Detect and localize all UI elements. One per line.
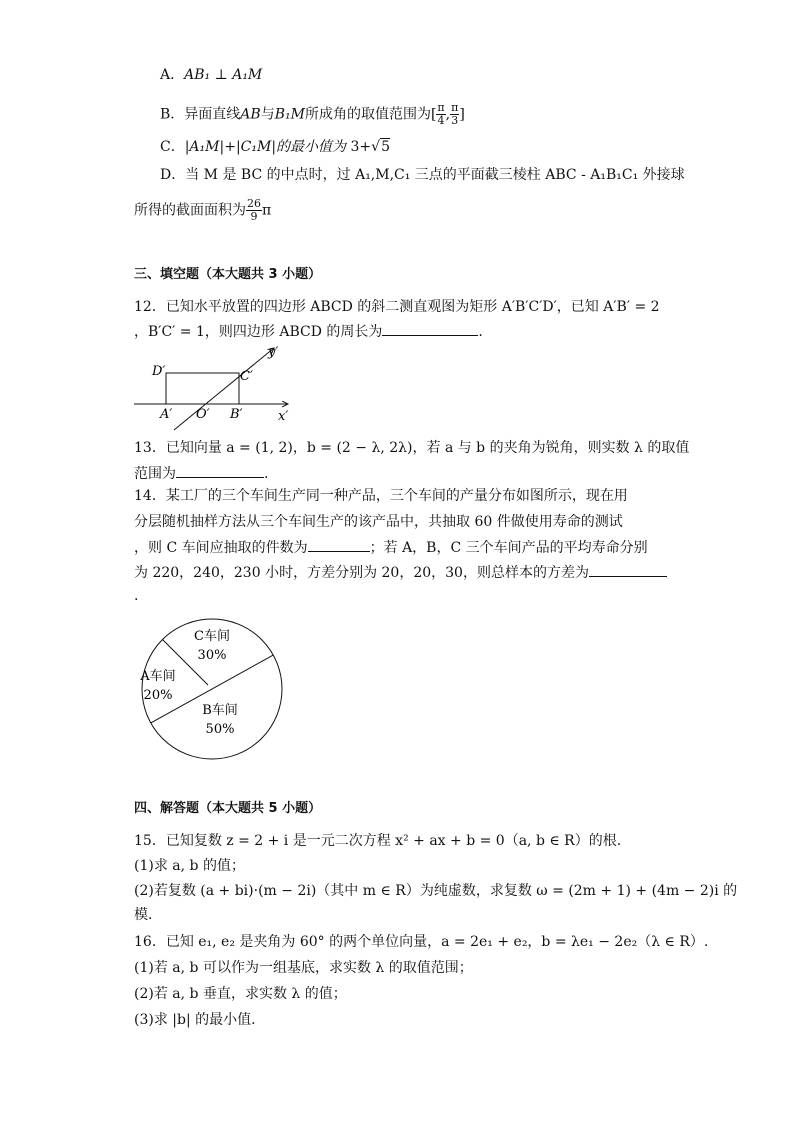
section-title: 四、解答题（本大题共 5 小题） [134,801,322,816]
option-label: A． [160,67,185,83]
frac-num: π [437,101,445,114]
q11-option-d [160,166,685,184]
bracket: [ [430,106,437,123]
label-y: y′ [268,345,279,360]
math-ab: AB [240,106,261,123]
answer-blank[interactable] [308,539,370,552]
q15-line1: 15．已知复数 z = 2 + i 是一元二次方程 x² + ax + b = 0（a, b ∈ R）的根. [134,833,622,849]
pie-value-label: 20% [143,688,173,703]
frac-num: π [451,101,459,114]
period: . [478,324,483,340]
pie-value-label: 50% [205,722,235,737]
q13-line2 [134,465,268,483]
q14-line2: 分层随机抽样方法从三个车间生产的该产品中，共抽取 60 件做使用寿命的测试 [134,514,623,530]
q14-pie-chart [134,610,294,770]
frac-num: 26 [247,197,261,210]
option-text: 与 [260,106,275,123]
q16-line4: (3)求 |b| 的最小值. [134,1012,256,1028]
frac-den: 9 [250,210,258,223]
q11-option-b [160,102,465,127]
q13-line1: 13．已知向量 a = (1, 2)，b = (2 − λ, 2λ)，若 a 与 b 的夹角为锐角，则实数 λ 的取值 [134,440,690,456]
q16-line1: 16．已知 e₁, e₂ 是夹角为 60° 的两个单位向量，a = 2e₁ + e₂，b = λe₁ − 2e₂（λ ∈ R）. [134,934,709,950]
option-label: C． [160,139,185,155]
option-text: 所得的截面面积为 [134,202,246,219]
pie-value-label: 30% [197,648,227,663]
pie-category-label: B车间 [202,703,238,718]
option-label: D． [160,167,186,183]
q14-text: 为 220，240，230 小时，方差分别为 20，20，30，则总样本的方差为 [134,565,589,581]
option-text: 所成角的取值范围为 [304,106,431,123]
q12-line2 [134,323,483,341]
option-label: B． [160,106,185,123]
frac-den: 3 [451,114,459,127]
option-text: AB₁ ⊥ A₁M [184,67,263,83]
q14-line3 [134,539,648,557]
q11-option-c: C．|A₁M|+|C₁M|的最小值为 3+√5 [160,139,390,155]
q14-line4 [134,564,667,582]
frac-den: 4 [437,114,445,127]
label-b: B′ [230,407,243,422]
fraction [436,102,445,127]
q15-line4: 模. [134,907,153,923]
option-text: |A₁M|+|C₁M|的最小值为 [184,139,347,155]
q15-line2: (1)求 a, b 的值； [134,858,245,874]
pie-category-label: C车间 [194,629,230,644]
q14-text: ，则 C 车间应抽取的件数为 [134,540,308,556]
bracket: ] [459,106,465,123]
label-x: x′ [278,409,289,424]
label-a: A′ [160,407,173,422]
option-text: 异面直线 [184,106,241,123]
q12-line1: 12．已知水平放置的四边形 ABCD 的斜二测直观图为矩形 A′B′C′D′，已知 A′B′ = 2 [134,299,660,315]
label-d: D′ [152,364,166,379]
q14-text: ；若 A，B，C 三个车间产品的平均寿命分别 [369,540,648,556]
q11-option-d-cont [134,198,271,223]
q16-line3: (2)若 a, b 垂直，求实数 λ 的值； [134,986,347,1002]
q13-text: 范围为 [134,466,176,482]
pie-category-label: A车间 [140,669,176,684]
option-text: 当 M 是 BC 的中点时，过 A₁,M,C₁ 三点的平面截三棱柱 ABC - A₁B₁C₁ 外接球 [185,167,685,183]
y-axis [174,348,274,430]
comma: , [445,106,451,123]
period: . [264,466,269,482]
section-title: 三、填空题（本大题共 3 小题） [134,267,322,282]
q16-line2: (1)若 a, b 可以作为一组基底，求实数 λ 的取值范围； [134,960,473,976]
fraction [450,102,459,127]
option-text: 3+ [350,139,372,155]
q11-option-a [160,66,262,84]
math-b1m: B₁M [274,106,305,123]
sqrt-value: 5 [381,139,390,155]
answer-blank[interactable] [382,323,478,336]
pi-symbol: π [262,202,272,219]
answer-blank[interactable] [176,465,264,478]
label-o: O′ [196,407,210,422]
label-c: C′ [240,369,253,384]
rectangle [166,373,239,404]
fraction [246,198,262,223]
q14-line5: . [134,588,139,604]
q12-diagram [130,340,300,432]
answer-blank[interactable] [589,564,667,577]
q14-line1: 14．某工厂的三个车间生产同一种产品，三个车间的产量分布如图所示，现在用 [134,488,628,504]
q12-text: ，B′C′ = 1，则四边形 ABCD 的周长为 [134,324,383,340]
q15-line3: (2)若复数 (a + bi)·(m − 2i)（其中 m ∈ R）为纯虚数，求复数 ω = (2m + 1) + (4m − 2)i 的 [134,883,738,899]
